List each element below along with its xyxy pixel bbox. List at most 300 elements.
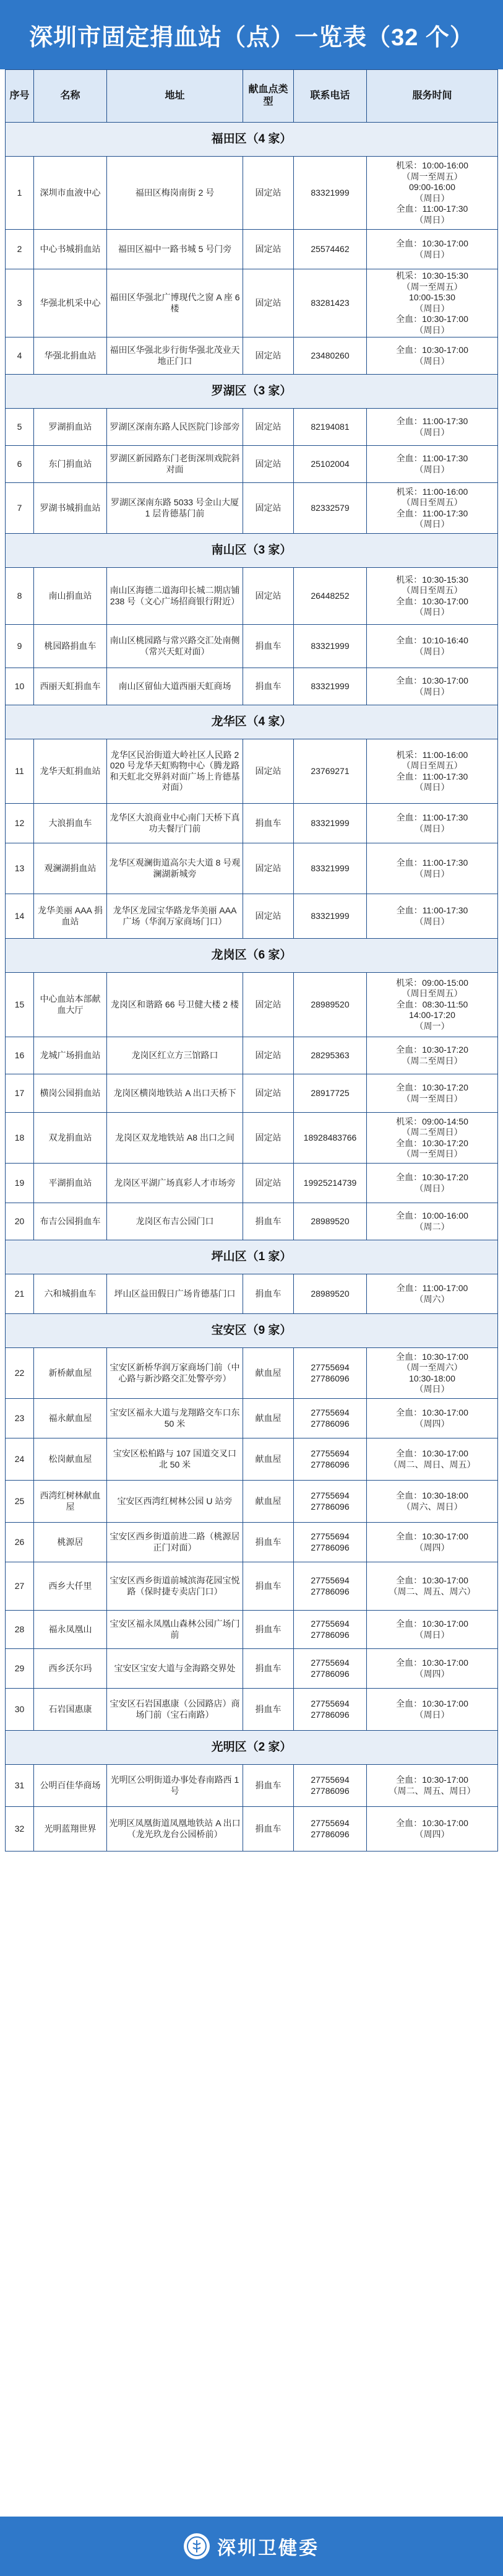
table-row <box>6 1203 498 1240</box>
station-hours <box>367 843 498 894</box>
station-name: 龙华天虹捐血站 <box>34 739 107 804</box>
page-title: 深圳市固定捐血站（点）一览表（32 个） <box>0 0 503 69</box>
station-number: 20 <box>6 1203 34 1240</box>
station-phone: 82332579 <box>294 483 367 534</box>
hours-line: （周日） <box>415 193 450 203</box>
station-type: 捐血车 <box>243 1765 294 1807</box>
station-phone: 83281423 <box>294 269 367 337</box>
hours-line: （周日） <box>415 519 450 529</box>
hours-line: （周二） <box>415 1221 450 1232</box>
hours-line: 全血：11:00-17:30 <box>396 905 468 915</box>
station-type: 献血屋 <box>243 1348 294 1399</box>
station-type: 固定站 <box>243 1164 294 1203</box>
station-address: 龙岗区布吉公园门口 <box>107 1203 243 1240</box>
station-hours <box>367 1649 498 1689</box>
table-row <box>6 1074 498 1113</box>
table-row <box>6 337 498 375</box>
hours-line: （周日） <box>415 214 450 225</box>
hours-line: （周日） <box>415 303 450 313</box>
station-name: 新桥献血屋 <box>34 1348 107 1399</box>
station-name: 罗湖书城捐血站 <box>34 483 107 534</box>
station-name: 西乡大仟里 <box>34 1562 107 1611</box>
header-name: 名称 <box>34 70 107 123</box>
station-number: 14 <box>6 894 34 939</box>
station-address: 坪山区益田假日广场肯德基门口 <box>107 1274 243 1314</box>
station-hours <box>367 973 498 1037</box>
table-row <box>6 668 498 705</box>
table-row <box>6 1562 498 1611</box>
station-name: 光明蓝翔世界 <box>34 1807 107 1852</box>
hours-line: 全血：10:30-17:00 <box>396 1531 468 1541</box>
hours-line: 全血：10:30-17:00 <box>396 1575 468 1585</box>
station-name: 大浪捐血车 <box>34 804 107 843</box>
hours-line: 10:30-18:00 <box>409 1373 455 1383</box>
table-row <box>6 625 498 668</box>
hours-line: （周日） <box>415 355 450 366</box>
hours-line: 全血：11:00-17:30 <box>396 416 468 426</box>
station-name: 龙华美丽 AAA 捐血站 <box>34 894 107 939</box>
station-address: 罗湖区新园路东门老街深圳戏院斜对面 <box>107 446 243 483</box>
station-name: 华强北捐血站 <box>34 337 107 375</box>
hours-line: （周日） <box>415 1709 450 1720</box>
district-name: 光明区（2 家） <box>6 1731 498 1765</box>
station-type: 固定站 <box>243 1113 294 1164</box>
station-number: 9 <box>6 625 34 668</box>
station-address: 宝安区福永凤凰山森林公园广场门前 <box>107 1611 243 1649</box>
station-name: 双龙捐血站 <box>34 1113 107 1164</box>
table-row <box>6 568 498 625</box>
table-row <box>6 1438 498 1481</box>
hours-line: 机采：10:00-16:00 <box>396 160 468 170</box>
hours-line: 全血：10:30-17:00 <box>396 238 468 248</box>
hours-line: 全血：10:30-17:20 <box>396 1172 468 1182</box>
hours-line: 全血：10:30-17:00 <box>396 345 468 355</box>
hours-line: （周二、周日、周五） <box>389 1459 476 1469</box>
table-row <box>6 1399 498 1438</box>
header-no: 序号 <box>6 70 34 123</box>
station-name: 西丽天虹捐血车 <box>34 668 107 705</box>
station-hours <box>367 337 498 375</box>
station-address: 福田区华强北步行街华强北茂业天地正门口 <box>107 337 243 375</box>
station-phone: 27755694 27786096 <box>294 1807 367 1852</box>
district-header-row <box>6 1314 498 1348</box>
hours-line: 全血：11:00-17:30 <box>396 508 468 518</box>
station-type: 固定站 <box>243 1037 294 1074</box>
station-address: 福田区梅岗南街 2 号 <box>107 157 243 230</box>
station-name: 华强北机采中心 <box>34 269 107 337</box>
station-number: 18 <box>6 1113 34 1164</box>
station-hours <box>367 1348 498 1399</box>
station-address: 南山区海德二道海印长城二期店铺 238 号（文心广场招商银行附近） <box>107 568 243 625</box>
hours-line: （周日） <box>415 1629 450 1640</box>
hours-line: （周四） <box>415 1418 450 1429</box>
station-phone: 28989520 <box>294 1274 367 1314</box>
station-phone: 18928483766 <box>294 1113 367 1164</box>
station-phone: 83321999 <box>294 804 367 843</box>
hours-line: 全血：10:30-17:00 <box>396 1818 468 1828</box>
station-hours <box>367 1807 498 1852</box>
table-row <box>6 1689 498 1731</box>
station-name: 西湾红树林献血屋 <box>34 1481 107 1523</box>
station-number: 22 <box>6 1348 34 1399</box>
hours-line: （周一至周五） <box>402 281 463 292</box>
station-phone: 83321999 <box>294 157 367 230</box>
station-name: 布吉公园捐血车 <box>34 1203 107 1240</box>
hours-line: （周日） <box>415 916 450 926</box>
hours-line: 全血：11:00-17:30 <box>396 453 468 463</box>
district-name: 南山区（3 家） <box>6 534 498 568</box>
station-address: 宝安区新桥华润万家商场门前（中心路与新沙路交汇处警亭旁） <box>107 1348 243 1399</box>
hours-line: （周日） <box>415 646 450 656</box>
hours-line: 全血：10:30-17:20 <box>396 1138 468 1148</box>
station-phone: 27755694 27786096 <box>294 1481 367 1523</box>
hours-line: （周二、周五、周日） <box>389 1785 476 1796</box>
station-hours <box>367 739 498 804</box>
station-address: 福田区福中一路书城 5 号门旁 <box>107 230 243 269</box>
station-phone: 27755694 27786096 <box>294 1348 367 1399</box>
table-row <box>6 446 498 483</box>
station-number: 19 <box>6 1164 34 1203</box>
station-hours <box>367 1438 498 1481</box>
district-name: 坪山区（1 家） <box>6 1240 498 1274</box>
station-hours <box>367 1074 498 1113</box>
station-number: 8 <box>6 568 34 625</box>
station-type: 固定站 <box>243 483 294 534</box>
district-header-row <box>6 705 498 739</box>
district-name: 罗湖区（3 家） <box>6 375 498 409</box>
hours-line: 全血：10:30-17:00 <box>396 314 468 324</box>
station-hours <box>367 1399 498 1438</box>
table-row <box>6 269 498 337</box>
hours-line: （周日至周五） <box>402 988 463 999</box>
station-address: 宝安区西乡街道前城滨海花园宝悦路（保时捷专卖店门口） <box>107 1562 243 1611</box>
table-row <box>6 894 498 939</box>
station-phone: 27755694 27786096 <box>294 1523 367 1562</box>
hours-line: 全血：10:30-17:00 <box>396 1448 468 1458</box>
station-type: 固定站 <box>243 230 294 269</box>
hours-line: 机采：11:00-16:00 <box>396 486 468 497</box>
station-name: 西乡沃尔玛 <box>34 1649 107 1689</box>
station-number: 5 <box>6 409 34 446</box>
hours-line: （周六、周日） <box>402 1501 463 1512</box>
station-hours <box>367 894 498 939</box>
hours-line: 全血：11:00-17:30 <box>396 858 468 868</box>
hours-line: （周二、周五、周六） <box>389 1586 476 1596</box>
station-number: 7 <box>6 483 34 534</box>
station-hours <box>367 446 498 483</box>
station-hours <box>367 1689 498 1731</box>
station-phone: 28989520 <box>294 1203 367 1240</box>
hours-line: （周日） <box>415 686 450 697</box>
station-number: 11 <box>6 739 34 804</box>
district-name: 宝安区（9 家） <box>6 1314 498 1348</box>
station-address: 宝安区福永大道与龙翔路交车口东 50 米 <box>107 1399 243 1438</box>
station-phone: 27755694 27786096 <box>294 1765 367 1807</box>
station-hours <box>367 483 498 534</box>
hours-line: （周日至周五） <box>402 497 463 507</box>
station-type: 捐血车 <box>243 1274 294 1314</box>
table-row <box>6 1037 498 1074</box>
table-row <box>6 1164 498 1203</box>
station-address: 南山区留仙大道西丽天虹商场 <box>107 668 243 705</box>
header-address: 地址 <box>107 70 243 123</box>
hours-line: 全血：08:30-11:50 <box>396 999 468 1009</box>
station-phone: 25574462 <box>294 230 367 269</box>
station-number: 29 <box>6 1649 34 1689</box>
hours-line: （周日） <box>415 464 450 474</box>
station-hours <box>367 230 498 269</box>
station-number: 31 <box>6 1765 34 1807</box>
station-phone: 27755694 27786096 <box>294 1689 367 1731</box>
hours-line: （周日） <box>415 1384 450 1394</box>
station-phone: 83321999 <box>294 843 367 894</box>
district-name: 龙华区（4 家） <box>6 705 498 739</box>
station-name: 中心血站本部献血大厅 <box>34 973 107 1037</box>
station-phone: 28295363 <box>294 1037 367 1074</box>
station-type: 固定站 <box>243 269 294 337</box>
station-name: 松岗献血屋 <box>34 1438 107 1481</box>
station-hours <box>367 804 498 843</box>
station-hours <box>367 1611 498 1649</box>
hours-line: 10:00-15:30 <box>409 292 455 302</box>
station-phone: 27755694 27786096 <box>294 1438 367 1481</box>
station-type: 固定站 <box>243 739 294 804</box>
hours-line: 机采：11:00-16:00 <box>396 749 468 760</box>
district-header-row <box>6 375 498 409</box>
hours-line: （周六） <box>415 1294 450 1304</box>
station-number: 21 <box>6 1274 34 1314</box>
hours-line: 机采：10:30-15:30 <box>396 271 468 281</box>
station-hours <box>367 568 498 625</box>
table-row <box>6 739 498 804</box>
hours-line: 全血：11:00-17:30 <box>396 771 468 781</box>
station-type: 捐血车 <box>243 1649 294 1689</box>
station-type: 捐血车 <box>243 1807 294 1852</box>
station-name: 石岩国惠康 <box>34 1689 107 1731</box>
hours-line: （周二至周日） <box>402 1127 463 1137</box>
hours-line: 机采：09:00-14:50 <box>396 1116 468 1126</box>
station-hours <box>367 409 498 446</box>
hours-line: （周日） <box>415 823 450 833</box>
station-number: 12 <box>6 804 34 843</box>
station-number: 25 <box>6 1481 34 1523</box>
hours-line: 全血：10:30-17:00 <box>396 596 468 606</box>
table-row <box>6 1523 498 1562</box>
hours-line: 全血：10:30-17:20 <box>396 1045 468 1055</box>
station-hours <box>367 1481 498 1523</box>
station-hours <box>367 625 498 668</box>
station-phone: 27755694 27786096 <box>294 1611 367 1649</box>
station-address: 罗湖区深南东路人民医院门诊部旁 <box>107 409 243 446</box>
station-name: 公明百佳华商场 <box>34 1765 107 1807</box>
hours-line: 全血：10:30-17:00 <box>396 676 468 685</box>
station-address: 龙岗区双龙地铁站 A8 出口之间 <box>107 1113 243 1164</box>
table-row <box>6 1113 498 1164</box>
station-hours <box>367 1274 498 1314</box>
station-hours <box>367 1037 498 1074</box>
station-phone: 23769271 <box>294 739 367 804</box>
footer <box>0 2517 503 2576</box>
table-row <box>6 973 498 1037</box>
station-type: 固定站 <box>243 409 294 446</box>
hours-line: （周一至周六） <box>402 1362 463 1372</box>
hours-line: （周日至周五） <box>402 760 463 770</box>
station-number: 24 <box>6 1438 34 1481</box>
hours-line: （周四） <box>415 1542 450 1552</box>
station-type: 捐血车 <box>243 1611 294 1649</box>
station-phone: 25102004 <box>294 446 367 483</box>
station-type: 捐血车 <box>243 1562 294 1611</box>
hours-line: （周日至周五） <box>402 585 463 595</box>
hours-line: 全血：11:00-17:30 <box>396 812 468 822</box>
station-hours <box>367 157 498 230</box>
station-number: 4 <box>6 337 34 375</box>
hours-line: （周一） <box>415 1020 450 1031</box>
station-hours <box>367 1203 498 1240</box>
station-name: 桃源居 <box>34 1523 107 1562</box>
district-header-row <box>6 534 498 568</box>
station-phone: 23480260 <box>294 337 367 375</box>
district-header-row <box>6 123 498 157</box>
health-commission-logo-icon <box>184 2533 210 2559</box>
station-number: 6 <box>6 446 34 483</box>
station-number: 15 <box>6 973 34 1037</box>
table-row <box>6 1348 498 1399</box>
station-phone: 26448252 <box>294 568 367 625</box>
table-row <box>6 1611 498 1649</box>
table-row <box>6 804 498 843</box>
station-name: 观澜湖捐血站 <box>34 843 107 894</box>
blood-station-table <box>5 69 498 1852</box>
station-name: 罗湖捐血站 <box>34 409 107 446</box>
station-number: 13 <box>6 843 34 894</box>
station-address: 宝安区西乡街道前进二路（桃源居正门对面） <box>107 1523 243 1562</box>
station-address: 龙岗区平湖广场真彩人才市场旁 <box>107 1164 243 1203</box>
station-phone: 83321999 <box>294 668 367 705</box>
station-phone: 28917725 <box>294 1074 367 1113</box>
station-phone: 27755694 27786096 <box>294 1562 367 1611</box>
station-name: 平湖捐血站 <box>34 1164 107 1203</box>
station-address: 南山区桃园路与常兴路交汇处南侧（常兴天虹对面） <box>107 625 243 668</box>
hours-line: （周一至周五） <box>402 171 463 181</box>
station-type: 固定站 <box>243 568 294 625</box>
hours-line: 全血：10:30-17:20 <box>396 1082 468 1092</box>
district-name: 龙岗区（6 家） <box>6 939 498 973</box>
station-phone: 27755694 27786096 <box>294 1399 367 1438</box>
station-number: 28 <box>6 1611 34 1649</box>
hours-line: 全血：11:00-17:30 <box>396 204 468 214</box>
station-number: 27 <box>6 1562 34 1611</box>
hours-line: （周一至周日） <box>402 1149 463 1159</box>
table-row <box>6 230 498 269</box>
table-row <box>6 1481 498 1523</box>
station-type: 献血屋 <box>243 1481 294 1523</box>
station-name: 中心书城捐血站 <box>34 230 107 269</box>
station-address: 光明区公明街道办事处春南路西 1 号 <box>107 1765 243 1807</box>
station-name: 南山捐血站 <box>34 568 107 625</box>
station-number: 10 <box>6 668 34 705</box>
hours-line: 机采：10:30-15:30 <box>396 574 468 585</box>
district-header-row <box>6 1731 498 1765</box>
table-row <box>6 1765 498 1807</box>
station-type: 捐血车 <box>243 804 294 843</box>
station-type: 捐血车 <box>243 1523 294 1562</box>
station-hours <box>367 1523 498 1562</box>
hours-line: 全血：10:10-16:40 <box>396 635 468 645</box>
table-header-row <box>6 70 498 123</box>
station-type: 固定站 <box>243 1074 294 1113</box>
hours-line: 全血：10:30-18:00 <box>396 1490 468 1500</box>
station-type: 固定站 <box>243 894 294 939</box>
station-address: 龙岗区和谐路 66 号卫健大楼 2 楼 <box>107 973 243 1037</box>
station-phone: 27755694 27786096 <box>294 1649 367 1689</box>
station-name: 福永献血屋 <box>34 1399 107 1438</box>
station-number: 26 <box>6 1523 34 1562</box>
station-type: 献血屋 <box>243 1399 294 1438</box>
station-address: 龙华区大浪商业中心南门天桥下真功夫餐厅门前 <box>107 804 243 843</box>
station-number: 30 <box>6 1689 34 1731</box>
hours-line: 全血：10:30-17:00 <box>396 1658 468 1668</box>
table-row <box>6 483 498 534</box>
station-hours <box>367 1113 498 1164</box>
hours-line: （周日） <box>415 324 450 335</box>
station-type: 捐血车 <box>243 1689 294 1731</box>
station-number: 1 <box>6 157 34 230</box>
hours-line: （周日） <box>415 868 450 879</box>
hours-line: （周一至周日） <box>402 1093 463 1103</box>
station-type: 固定站 <box>243 337 294 375</box>
station-phone: 19925214739 <box>294 1164 367 1203</box>
table-row <box>6 1649 498 1689</box>
station-name: 深圳市血液中心 <box>34 157 107 230</box>
station-address: 福田区华强北广博现代之窗 A 座 6 楼 <box>107 269 243 337</box>
station-type: 捐血车 <box>243 668 294 705</box>
table-row <box>6 409 498 446</box>
station-name: 六和城捐血车 <box>34 1274 107 1314</box>
header-hours: 服务时间 <box>367 70 498 123</box>
table-row <box>6 843 498 894</box>
station-address: 光明区凤凰街道凤凰地铁站 A 出口（龙光玖龙台公园桥前） <box>107 1807 243 1852</box>
station-type: 献血屋 <box>243 1438 294 1481</box>
station-type: 固定站 <box>243 157 294 230</box>
station-hours <box>367 1164 498 1203</box>
station-phone: 83321999 <box>294 625 367 668</box>
station-address: 龙华区龙园宝华路龙华美丽 AAA 广场（华润万家商场门口） <box>107 894 243 939</box>
station-address: 龙华区民治街道大岭社区人民路 2020 号龙华天虹购物中心（腾龙路和天虹北交界斜对面广场上肯德基对面） <box>107 739 243 804</box>
district-header-row <box>6 1240 498 1274</box>
station-type: 捐血车 <box>243 1203 294 1240</box>
station-type: 固定站 <box>243 973 294 1037</box>
station-name: 福永凤凰山 <box>34 1611 107 1649</box>
station-address: 宝安区宝安大道与金海路交界处 <box>107 1649 243 1689</box>
station-hours <box>367 1562 498 1611</box>
station-type: 固定站 <box>243 843 294 894</box>
district-header-row <box>6 939 498 973</box>
station-address: 罗湖区深南东路 5033 号金山大厦 1 层肯德基门前 <box>107 483 243 534</box>
station-name: 横岗公园捐血站 <box>34 1074 107 1113</box>
station-name: 东门捐血站 <box>34 446 107 483</box>
hours-line: 全血：10:30-17:00 <box>396 1351 468 1362</box>
station-hours <box>367 269 498 337</box>
hours-line: 09:00-16:00 <box>409 182 455 192</box>
station-phone: 28989520 <box>294 973 367 1037</box>
hours-line: 14:00-17:20 <box>409 1010 455 1020</box>
station-address: 宝安区石岩国惠康（公园路店）商场门前（宝石南路） <box>107 1689 243 1731</box>
district-name: 福田区（4 家） <box>6 123 498 157</box>
header-phone: 联系电话 <box>294 70 367 123</box>
hours-line: 全血：10:30-17:00 <box>396 1775 468 1785</box>
station-name: 龙城广场捐血站 <box>34 1037 107 1074</box>
